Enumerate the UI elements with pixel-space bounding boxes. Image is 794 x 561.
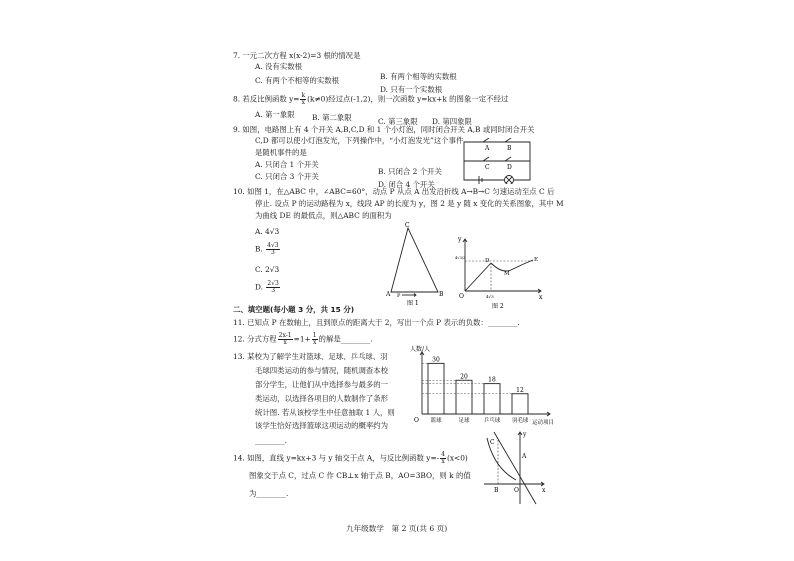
q10-line1: 10. 如图 1，在△ABC 中，∠ABC=60°，动点 P 从点 A 出发沿折线 A→B→C 匀速运动至点 C 后 [233,187,555,196]
q9-option-b: B. 只闭合 2 个开关 [378,167,442,176]
q14-frac-den: x [441,458,445,465]
chart-origin: O [414,417,419,424]
q10-figure2-graph [455,235,545,321]
bar-category-label: 乒乓球 [483,418,501,424]
q14-point-b: B [494,487,499,494]
q13-line4: 类运动，以选择各项目的人数制作了条形 [255,394,389,403]
q12-mid: =1+ [293,334,311,344]
bar-1 [428,363,444,414]
q10-d-den: 3 [271,287,276,294]
q10-a-value: 4√3 [265,227,280,236]
q10-option-d [255,281,281,294]
q14-origin: O [514,487,519,494]
switch-c-label: C [485,164,490,171]
q9-line1: 9. 如图，电路图上有 4 个开关 A,B,C,D 和 1 个小灯泡，同时闭合开关 A,B 或同时闭合开关 [233,125,535,134]
fig2-y-tick: 4√3/3 [455,256,466,260]
fig1-caption: 图 1 [407,300,419,306]
q8-fraction [300,93,306,106]
bar-3 [484,384,500,414]
fig2-x-axis-label: x [539,294,543,301]
q9-option-a: A. 只闭合 1 个开关 [255,160,319,169]
fig1-vertex-b: B [439,291,444,298]
q7-option-c: C. 有两个不相等的实数根 [255,76,339,85]
fig1-vertex-c: C [405,222,410,229]
q7-option-a: A. 没有实数根 [255,62,302,71]
q14-figure-graph [482,428,548,508]
q10-b-den: 3 [270,249,275,256]
page-footer: 九年级数学 第 2 页(共 6 页) [346,524,448,533]
bar-value-label: 20 [460,373,468,381]
chart-y-axis-title: 人数/人 [410,346,431,353]
q10-figure1-triangle [386,220,446,306]
fig2-y-axis-label: y [458,236,462,243]
q10-line3: 为曲线 DE 的最低点，则△ABC 的面积为 [255,211,392,220]
switch-b-label: B [507,145,512,152]
q10-d-num: 2√3 [267,280,279,287]
q9-circuit-diagram [461,138,533,184]
q7-stem: 7. 一元二次方程 x(x-2)=3 根的情况是 [233,51,361,60]
q9-line3: 是随机事件的是 [255,148,307,157]
q9-option-c: C. 只闭合 3 个开关 [255,172,319,181]
q8-stem-post: (k≠0)经过点(-1,2)，则一次函数 y=kx+k 的图象一定不经过 [307,94,509,104]
q14-line2: 图象交于点 C，过点 C 作 CB⊥x 轴于点 B，AO=3BO，则 k 的值 [249,471,471,480]
bar-category-label: 羽毛球 [511,418,529,424]
q8-frac-num: k [301,92,306,99]
chart-x-axis-title: 运动项目 [532,420,555,426]
bar-4 [512,394,528,414]
q10-b-label: B. [255,244,263,254]
q10-c-label: C. [255,265,263,274]
q8-option-c: C. 第三象限 [378,117,418,126]
q12-rnum: 1 [312,332,317,339]
bar-value-label: 18 [488,376,496,384]
fig1-vertex-a: A [386,291,391,298]
q12-text [233,333,373,346]
q10-d-fraction [266,281,279,294]
q14-fraction [440,452,446,465]
q10-option-a [255,227,279,236]
q8-stem [233,93,508,106]
q10-d-label: D. [255,282,264,292]
q14-line3: 为________. [249,489,289,498]
q10-option-b [255,243,281,256]
q14-point-c: C [490,439,495,446]
bar-category-label: 篮球 [430,418,442,424]
q14-x-axis-label: x [542,487,546,494]
q13-line5: 统计图. 若从该校学生中任意抽取 1 人，则 [255,408,395,417]
q13-line3: 部分学生，让他们从中选择参与最多的一 [255,380,389,389]
bar-value-label: 12 [516,386,524,394]
q8-option-a: A. 第一象限 [255,110,295,119]
q9-line2: C,D 都可以使小灯泡发光，下列操作中，“小灯泡发光”这个事件 [255,136,464,145]
q10-a-label: A. [255,227,263,236]
q9-option-d: D. 闭合 4 个开关 [378,180,435,189]
q14-y-axis-label: y [523,431,527,438]
q12-left-fraction [278,333,293,346]
q7-option-b: B. 有两个相等的实数根 [380,72,457,81]
q8-option-d: D. 第四象限 [432,117,472,126]
bar-value-label: 30 [432,356,440,364]
q8-frac-den: x [301,99,305,106]
fig2-point-d: D [485,258,490,264]
q8-stem-pre: 8. 若反比例函数 y= [233,94,300,104]
q14-point-a: A [522,453,527,460]
switch-d-label: D [507,164,512,171]
q13-line1: 13. 某校为了解学生对篮球、足球、乒乓球、羽 [233,352,388,361]
q10-b-fraction [266,243,279,256]
section2-title: 二、填空题(每小题 3 分，共 15 分) [233,305,355,314]
q13-line2: 毛球四类运动的参与情况，随机调查本校 [255,366,389,375]
fig2-caption: 图 2 [492,303,504,310]
q14-line1 [233,452,468,465]
fig2-point-m: M [504,271,510,277]
q12-post: 的解是________. [318,334,373,344]
switch-a-label: A [485,145,490,152]
fig2-point-e: E [534,257,539,263]
q10-b-num: 4√3 [267,242,279,249]
q14-line1-post: (x<0) [446,453,468,463]
fig1-point-p: P [397,293,401,299]
q10-option-c [255,265,279,274]
q12-rden: x [312,339,317,346]
q10-c-value: 2√3 [265,265,280,274]
q14-line1-pre: 14. 如图，直线 y=kx+3 与 y 轴交于点 A，与反比例函数 y=- [233,453,440,463]
q12-lden: x [283,339,287,346]
q12-lnum: 2x-1 [278,332,292,339]
q12-right-fraction [312,333,318,346]
q13-line6: 该学生恰好选择篮球这项运动的概率约为 [255,421,389,430]
q13-bar-chart [408,344,558,426]
fig2-x-tick: 4√3 [486,294,494,299]
q13-line7: ________. [255,436,287,445]
bar-category-label: 足球 [458,418,470,424]
q10-line2: 停止. 设点 P 的运动路程为 x，线段 AP 的长度为 y，图 2 是 y 随 x 变化的关系图象，其中 M [255,199,564,208]
q11-text: 11. 已知点 P 在数轴上，且到原点的距离大于 2，写出一个点 P 表示的负数：________. [233,318,520,327]
q14-frac-num: 4 [441,451,445,458]
bar-2 [456,380,472,414]
q7-option-d: D. 只有一个实数根 [380,85,443,94]
fig2-origin: O [459,293,464,300]
q8-option-b: B. 第二象限 [312,113,352,122]
q12-pre: 12. 分式方程 [233,334,277,344]
